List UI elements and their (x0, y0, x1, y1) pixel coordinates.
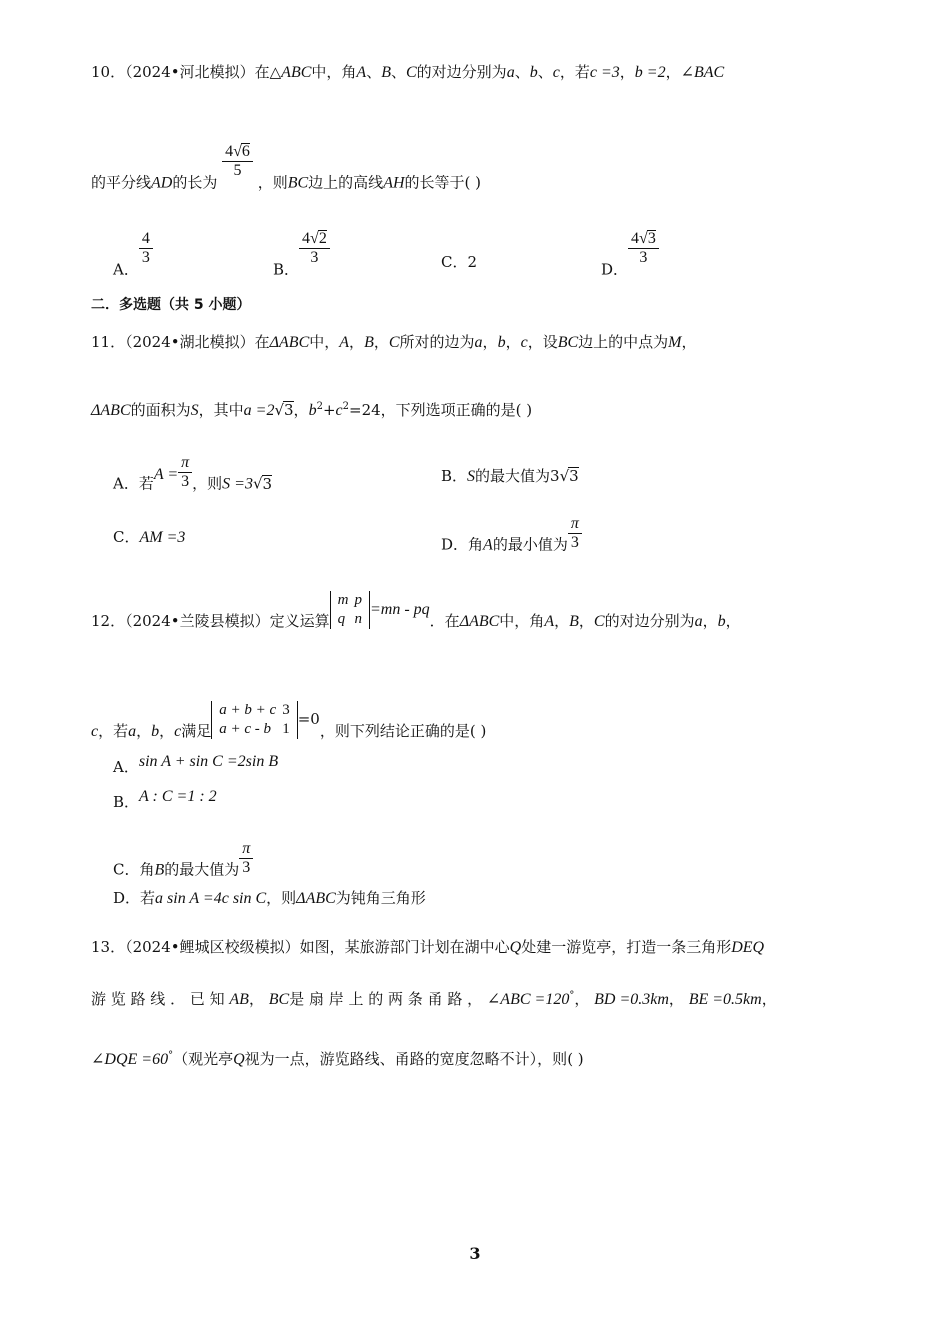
q11-option-b[interactable]: B．S的最大值为3√3 (441, 467, 579, 485)
q13-line2: 游 览 路 线 ． 已 知 AB， BC是 扇 岸 上 的 两 条 甬 路 ， ∠ABC =120°， BD =0.3km， BE =0.5km， (91, 990, 777, 1008)
fraction: $\frac{4√6}{5}$ (222, 143, 253, 180)
q10-option-d[interactable]: D． $\frac{4√3}{3}$ (601, 252, 659, 289)
q13-line3: ∠DQE =60°（观光亭Q视为一点，游览路线、甬路的宽度忽略不计），则( ) (91, 1050, 584, 1068)
q11-option-a[interactable]: A．若A = $\frac{\pi}{3}$ ，则S =3√3 (113, 454, 273, 493)
page-number: 3 (469, 1244, 481, 1263)
determinant-condition: a + b + c 3 a + c - b 1 (211, 701, 297, 739)
q11-option-c[interactable]: C．AM =3 (113, 528, 186, 546)
question-source: （2024•河北模拟） (125, 63, 255, 81)
q10-option-b[interactable]: B． $\frac{4√2}{3}$ (273, 252, 330, 289)
q10-option-c[interactable]: C．2 (441, 253, 478, 271)
fraction: $\frac{4√3}{3}$ (628, 230, 659, 267)
fraction: $\frac{\pi}{3}$ (178, 454, 192, 491)
fraction: $\frac{4√2}{3}$ (299, 230, 330, 267)
q11-line2: ΔABC的面积为S，其中a =2√3，$b^2+c^2=24$，下列选项正确的是( ) (91, 401, 533, 419)
fraction: $\frac{4}{3}$ (139, 230, 153, 267)
q10-option-a[interactable]: A． $\frac{4}{3}$ (113, 252, 153, 289)
q12-line1: 12．（2024•兰陵县模拟）定义运算 m p q n =mn - pq．在ΔABC中，角A，B，C的对边分别为a，b， (91, 592, 741, 630)
q12-option-a[interactable]: A．sin A + sin C =2sin B (113, 753, 279, 776)
q12-line2: c，若a，b，c满足 a + b + c 3 a + c - b 1 =0，则下列结论正确的是( ) (91, 702, 487, 740)
q11-option-d[interactable]: D．角A的最小值为 $\frac{\pi}{3}$ (441, 527, 582, 564)
q12-option-d[interactable]: D．若a sin A =4c sin C，则ΔABC为钝角三角形 (113, 889, 426, 907)
fraction: $\frac{\pi}{3}$ (568, 515, 582, 552)
q12-option-b[interactable]: B．A : C =1 : 2 (113, 788, 217, 811)
section-heading: 二．多选题（共 5 小题） (91, 297, 251, 313)
q12-option-c[interactable]: C．角B的最大值为 $\frac{\pi}{3}$ (113, 852, 253, 889)
q13-line1: 13．（2024•鲤城区校级模拟）如图，某旅游部门计划在湖中心Q处建一游览亭，打造一条三角形DEQ (91, 938, 765, 956)
determinant-definition: m p q n (330, 591, 370, 629)
q10-line1: 10．（2024•河北模拟）在△ABC中，角A、B、C的对边分别为a、b、c，若c =3，b =2，∠BAC (91, 63, 725, 81)
fraction: $\frac{\pi}{3}$ (239, 840, 253, 877)
question-number: 10． (91, 63, 126, 81)
q11-line1: 11．（2024•湖北模拟）在ΔABC中，A，B，C所对的边为a，b，c，设BC边上的中点为M， (91, 333, 697, 351)
q10-line2: 的平分线AD的长为 $\frac{4√6}{5}$ ，则BC边上的高线AH的长等于( ) (91, 143, 482, 192)
